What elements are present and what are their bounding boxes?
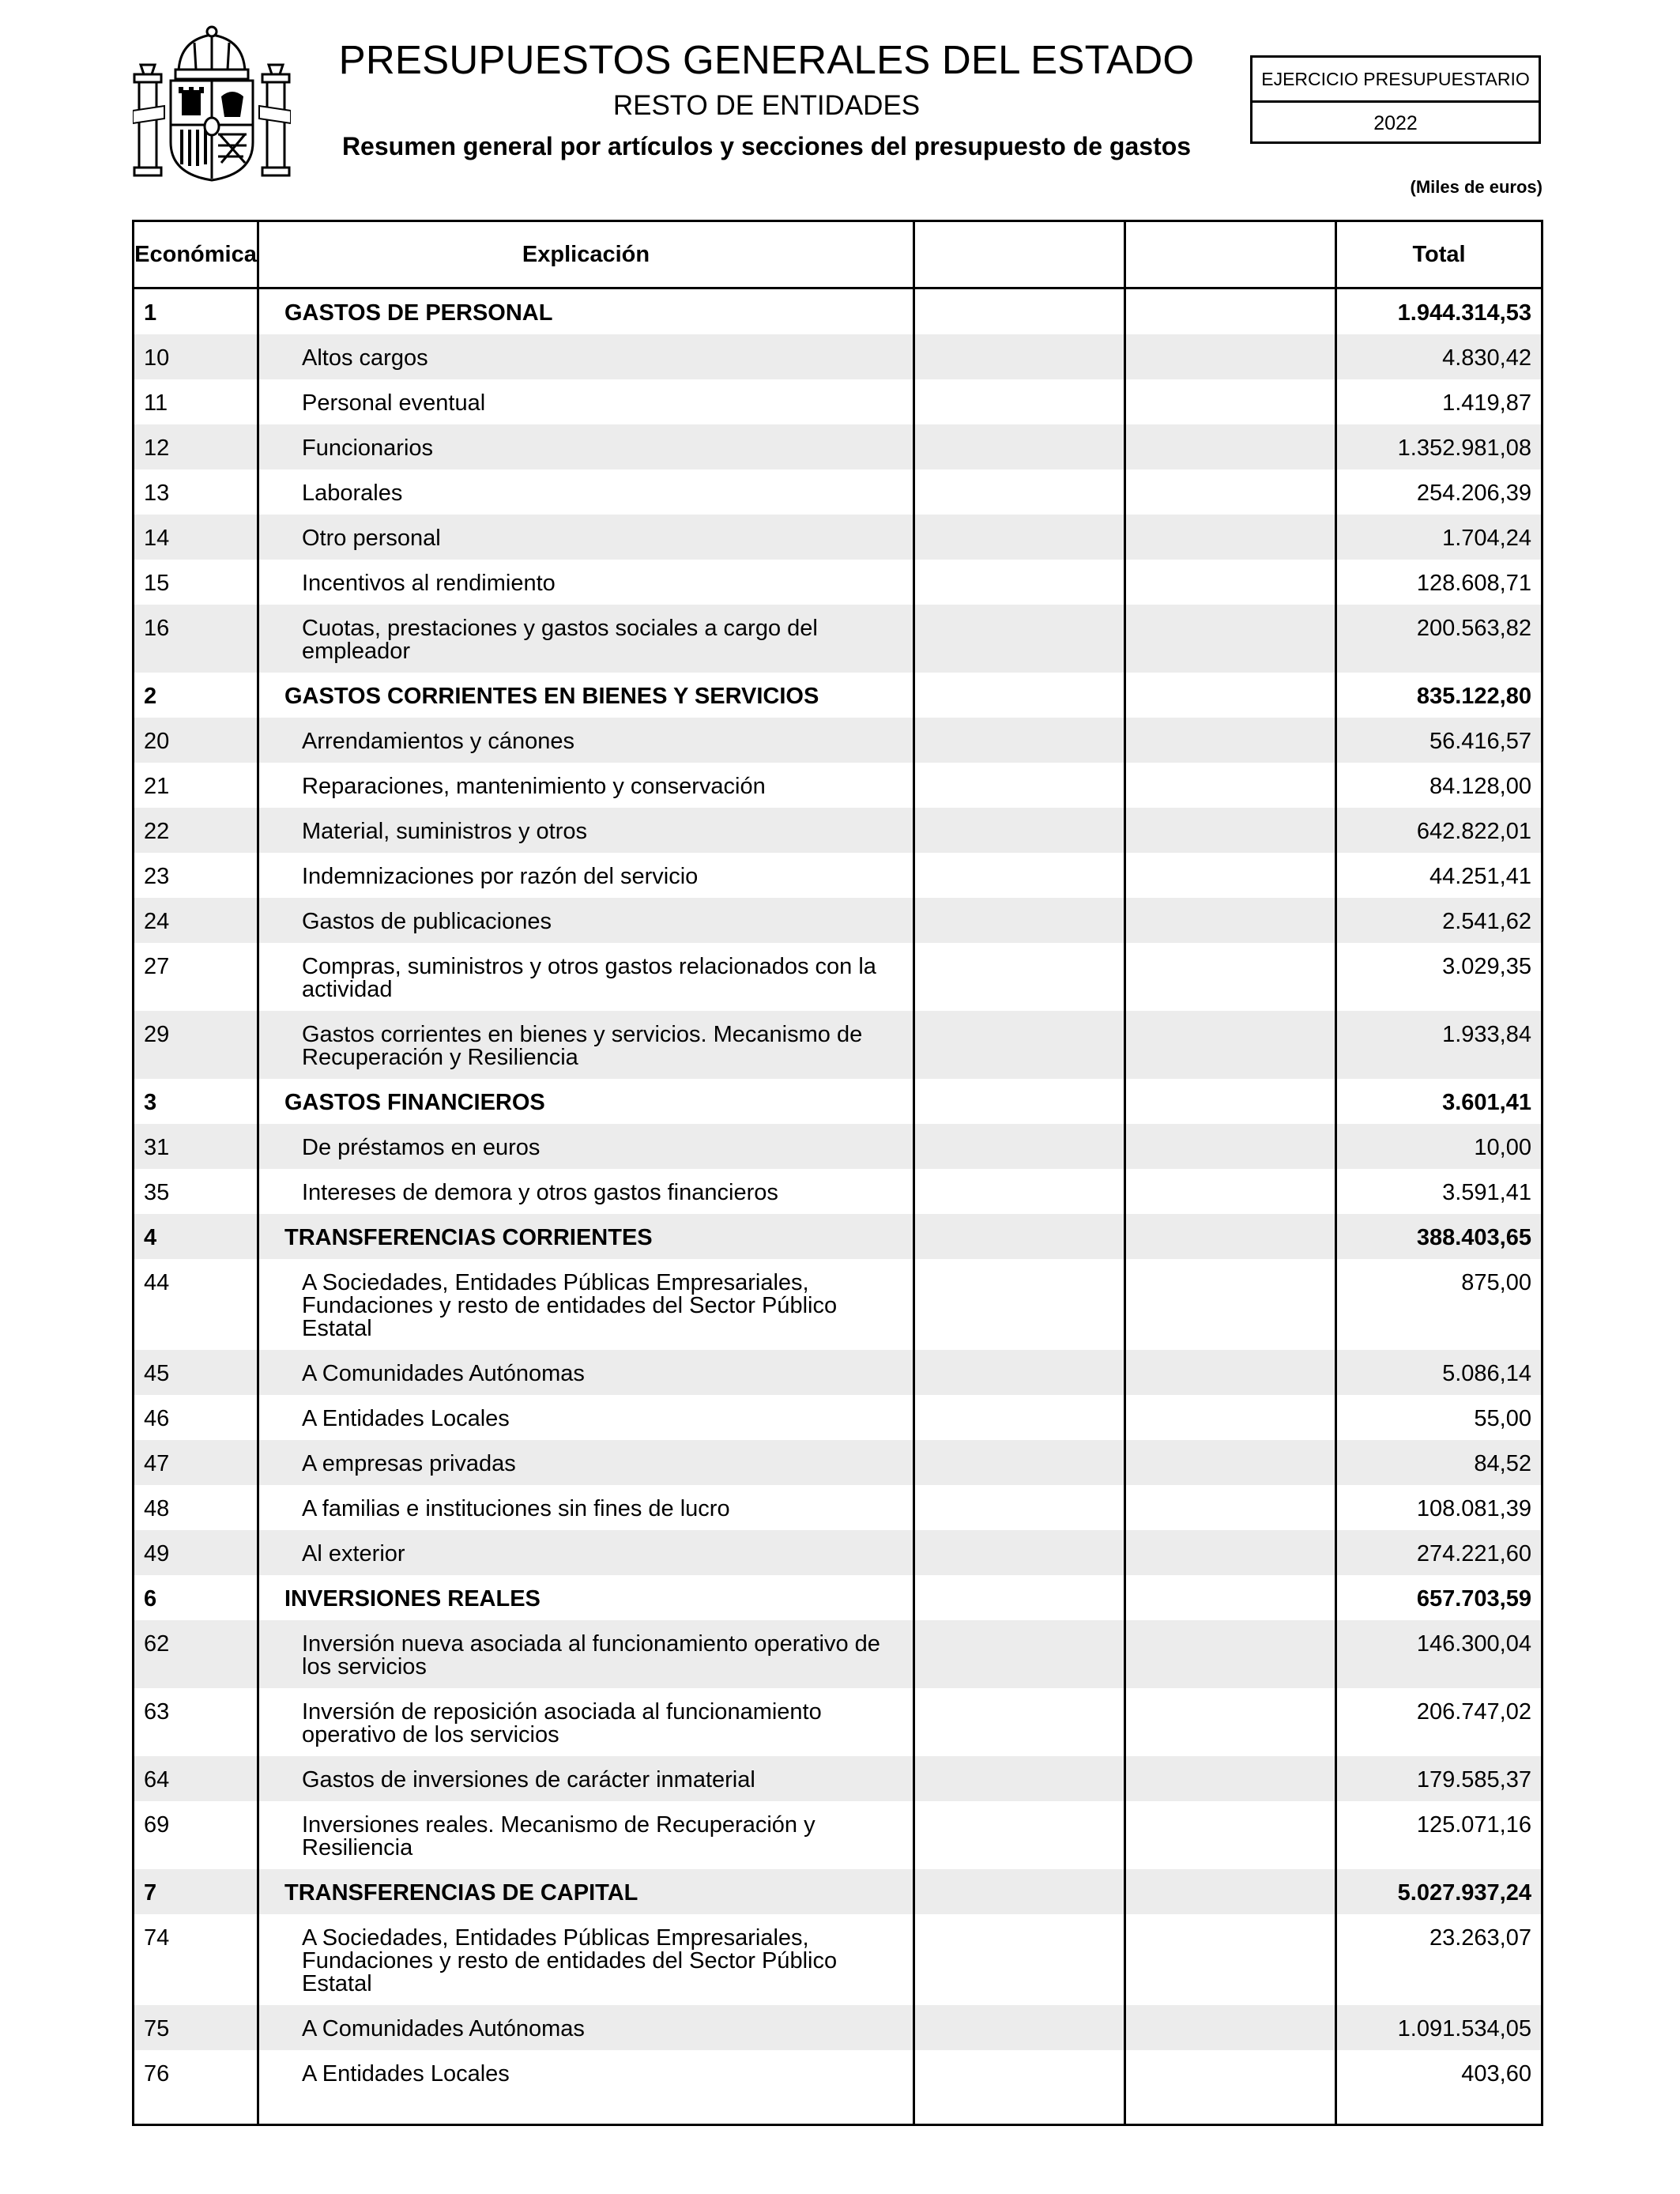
row-total: 3.601,41 [1442,1090,1531,1115]
table-row [134,1869,1541,1914]
row-total: 835.122,80 [1416,684,1531,709]
header [332,35,1201,166]
table-row [134,853,1541,898]
row-explanation: Al exterior [302,1541,405,1566]
table-row [134,1214,1541,1259]
row-total: 55,00 [1474,1406,1531,1431]
row-code: 16 [144,616,170,641]
table-row [134,1575,1541,1620]
table-row [134,379,1541,424]
row-explanation: A Comunidades Autónomas [302,1361,585,1386]
column-header-blank-1 [915,222,1124,287]
units-note: (Miles de euros) [1410,177,1543,197]
row-explanation: TRANSFERENCIAS CORRIENTES [284,1225,653,1250]
table-row [134,2005,1541,2050]
row-total: 657.703,59 [1416,1586,1531,1612]
row-explanation: Reparaciones, mantenimiento y conservación [302,774,766,799]
exercise-year: 2022 [1373,112,1418,134]
row-explanation: Incentivos al rendimiento [302,571,556,596]
row-explanation: Compras, suministros y otros gastos relacionados con la actividad [302,954,876,1002]
row-code: 47 [144,1451,170,1476]
column-header-total: Total [1412,242,1466,267]
table-row [134,289,1541,334]
column-header-code: Económica [134,242,257,267]
row-code: 44 [144,1270,170,1295]
row-explanation: Gastos de publicaciones [302,909,552,934]
row-explanation: GASTOS FINANCIEROS [284,1090,545,1115]
row-explanation: GASTOS CORRIENTES EN BIENES Y SERVICIOS [284,684,819,709]
page-title: PRESUPUESTOS GENERALES DEL ESTADO [338,37,1195,82]
row-code: 64 [144,1767,170,1793]
row-total: 2.541,62 [1442,909,1531,934]
column-divider [913,222,915,2124]
row-explanation: TRANSFERENCIAS DE CAPITAL [284,1880,638,1906]
row-total: 108.081,39 [1416,1496,1531,1521]
row-explanation: Cuotas, prestaciones y gastos sociales a cargo del empleador [302,616,818,664]
table-row [134,1350,1541,1395]
row-total: 1.933,84 [1442,1022,1531,1047]
table-row [134,1395,1541,1440]
row-code: 6 [144,1586,157,1612]
table-row [134,1801,1541,1869]
table-row [134,2050,1541,2095]
row-code: 15 [144,571,170,596]
row-explanation: Personal eventual [302,390,486,416]
row-total: 44.251,41 [1429,864,1531,889]
table-row [134,1620,1541,1688]
row-total: 4.830,42 [1442,345,1531,371]
row-total: 5.027.937,24 [1397,1880,1531,1906]
table-row [134,1530,1541,1575]
table-row [134,1756,1541,1801]
table-row [134,469,1541,515]
row-code: 27 [144,954,170,979]
row-code: 76 [144,2061,170,2087]
row-total: 84.128,00 [1429,774,1531,799]
row-code: 22 [144,819,170,844]
row-total: 206.747,02 [1416,1699,1531,1725]
row-explanation: Material, suministros y otros [302,819,587,844]
row-code: 24 [144,909,170,934]
page-description: Resumen general por artículos y secciones del presupuesto de gastos [341,132,1192,160]
row-explanation: A Comunidades Autónomas [302,2016,585,2041]
row-code: 46 [144,1406,170,1431]
row-total: 128.608,71 [1416,571,1531,596]
table-row [134,808,1541,853]
row-code: 1 [144,300,157,326]
row-explanation: Laborales [302,481,403,506]
column-divider [1335,222,1337,2124]
row-explanation: Gastos de inversiones de carácter inmaterial [302,1767,755,1793]
row-code: 75 [144,2016,170,2041]
row-total: 388.403,65 [1416,1225,1531,1250]
table-row [134,515,1541,560]
row-code: 4 [144,1225,157,1250]
row-code: 14 [144,526,170,551]
row-explanation: A empresas privadas [302,1451,516,1476]
budget-table [132,220,1543,2126]
table-body [134,289,1541,2095]
row-code: 63 [144,1699,170,1725]
row-code: 74 [144,1925,170,1951]
row-total: 274.221,60 [1416,1541,1531,1566]
row-code: 13 [144,481,170,506]
row-total: 84,52 [1474,1451,1531,1476]
row-total: 1.944.314,53 [1397,300,1531,326]
row-total: 56.416,57 [1429,729,1531,754]
row-code: 48 [144,1496,170,1521]
table-row [134,424,1541,469]
column-header-blank-2 [1126,222,1335,287]
row-code: 35 [144,1180,170,1205]
table-row [134,943,1541,1011]
row-total: 1.704,24 [1442,526,1531,551]
table-header [134,222,1541,289]
row-explanation: INVERSIONES REALES [284,1586,541,1612]
row-total: 1.091.534,05 [1397,2016,1531,2041]
column-divider [257,222,259,2124]
row-total: 179.585,37 [1416,1767,1531,1793]
row-total: 403,60 [1461,2061,1531,2087]
table-row [134,1485,1541,1530]
row-code: 62 [144,1631,170,1657]
row-total: 875,00 [1461,1270,1531,1295]
table-row [134,1169,1541,1214]
exercise-label: EJERCICIO PRESUPUESTARIO [1252,58,1539,103]
table-row [134,560,1541,605]
row-total: 5.086,14 [1442,1361,1531,1386]
row-code: 10 [144,345,170,371]
row-explanation: A Entidades Locales [302,1406,510,1431]
row-explanation: De préstamos en euros [302,1135,541,1160]
row-code: 2 [144,684,157,709]
row-explanation: Inversión nueva asociada al funcionamiento operativo de los servicios [302,1631,880,1679]
row-total: 1.352.981,08 [1397,435,1531,461]
table-row [134,898,1541,943]
column-header-explanation: Explicación [522,242,650,267]
row-explanation: Gastos corrientes en bienes y servicios. Mecanismo de Recuperación y Resiliencia [302,1022,863,1070]
table-row [134,605,1541,673]
row-code: 12 [144,435,170,461]
row-code: 49 [144,1541,170,1566]
table-row [134,1079,1541,1124]
row-explanation: Funcionarios [302,435,434,461]
row-code: 45 [144,1361,170,1386]
row-total: 125.071,16 [1416,1812,1531,1838]
row-total: 3.029,35 [1442,954,1531,979]
row-explanation: A Sociedades, Entidades Públicas Empresariales, Fundaciones y resto de entidades del Sector Público Estatal [302,1270,838,1341]
table-row [134,334,1541,379]
row-explanation: Inversión de reposición asociada al funcionamiento operativo de los servicios [302,1699,822,1747]
table-row [134,718,1541,763]
table-row [134,1688,1541,1756]
row-explanation: Indemnizaciones por razón del servicio [302,864,699,889]
table-row [134,1914,1541,2005]
row-total: 146.300,04 [1416,1631,1531,1657]
table-row [134,1124,1541,1169]
row-code: 69 [144,1812,170,1838]
row-code: 20 [144,729,170,754]
row-explanation: A familias e instituciones sin fines de lucro [302,1496,730,1521]
row-code: 7 [144,1880,157,1906]
row-explanation: Inversiones reales. Mecanismo de Recuperación y Resiliencia [302,1812,816,1860]
row-total: 254.206,39 [1416,481,1531,506]
row-explanation: A Sociedades, Entidades Públicas Empresariales, Fundaciones y resto de entidades del Sector Público Estatal [302,1925,838,1996]
table-row [134,1440,1541,1485]
row-explanation: GASTOS DE PERSONAL [284,300,553,326]
row-total: 10,00 [1474,1135,1531,1160]
table-row [134,673,1541,718]
row-total: 3.591,41 [1442,1180,1531,1205]
row-code: 31 [144,1135,170,1160]
table-row [134,1011,1541,1079]
exercise-box [1250,55,1541,144]
row-total: 200.563,82 [1416,616,1531,641]
row-total: 642.822,01 [1416,819,1531,844]
column-divider [1124,222,1126,2124]
row-code: 23 [144,864,170,889]
row-code: 11 [144,390,168,416]
table-row [134,1259,1541,1350]
row-total: 1.419,87 [1442,390,1531,416]
row-code: 29 [144,1022,170,1047]
row-code: 21 [144,774,170,799]
page-subtitle: RESTO DE ENTIDADES [612,90,921,121]
row-code: 3 [144,1090,157,1115]
coat-of-arms-icon [133,24,291,182]
row-explanation: Otro personal [302,526,441,551]
row-explanation: A Entidades Locales [302,2061,510,2087]
row-explanation: Altos cargos [302,345,428,371]
row-explanation: Intereses de demora y otros gastos financieros [302,1180,778,1205]
table-row [134,763,1541,808]
row-explanation: Arrendamientos y cánones [302,729,574,754]
row-total: 23.263,07 [1429,1925,1531,1951]
